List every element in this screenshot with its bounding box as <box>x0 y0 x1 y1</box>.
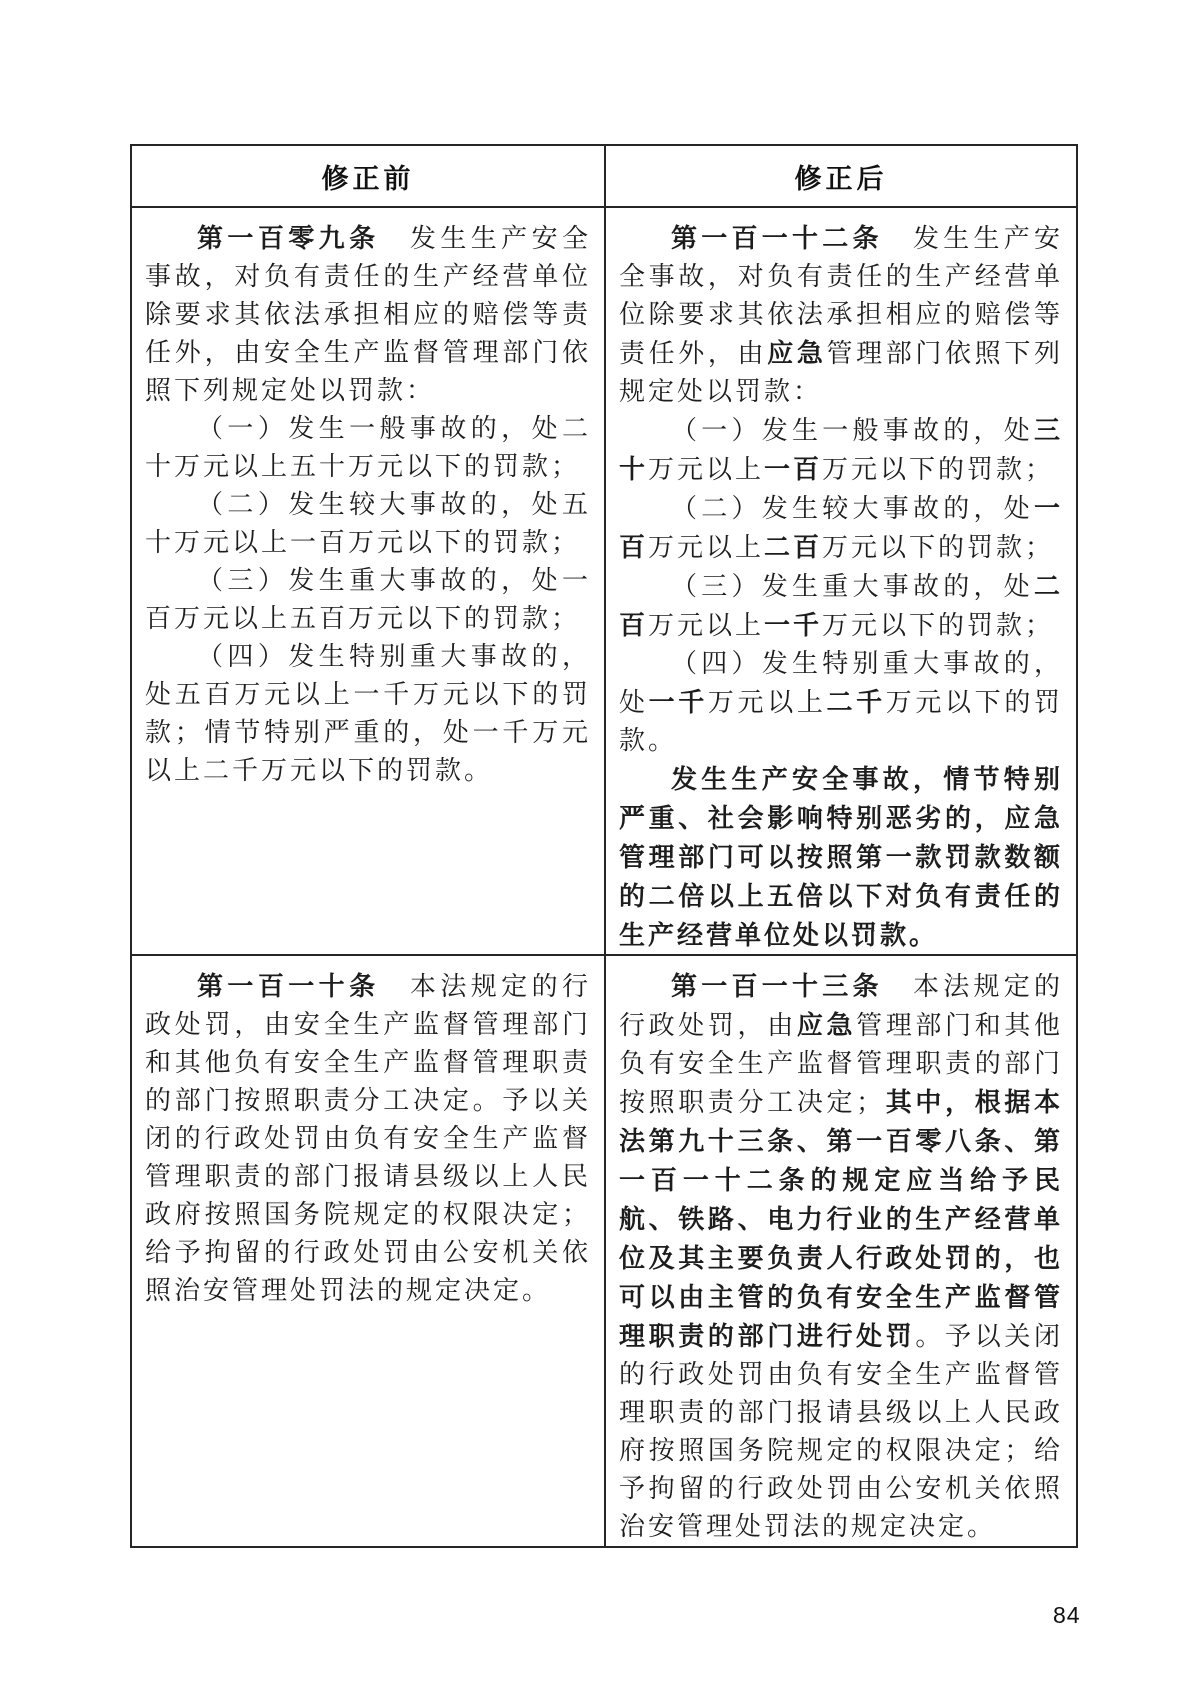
text-segment: 万元以上 <box>648 533 765 562</box>
text-segment: （一）发生一般事故的，处 <box>671 416 1034 445</box>
paragraph <box>619 489 1063 567</box>
text-segment: 发生生产安全事故，对负有责任的生产经营单位除要求其依法承担相应的赔偿等责任外，由安全生产监督管理部门依照下列规定处以罚款： <box>145 224 591 405</box>
paragraph <box>619 567 1063 645</box>
text-segment: （三）发生重大事故的，处 <box>671 572 1034 601</box>
table-row <box>132 208 1076 954</box>
paragraph <box>619 219 1063 411</box>
text-segment: （四）发生特别重大事故的，处五百万元以上一千万元以下的罚款；情节特别严重的，处一千万元以上二千万元以下的罚款。 <box>145 642 591 785</box>
bold-text-segment: 第一百一十条 <box>197 971 380 1001</box>
text-segment: 万元以下的罚款； <box>822 611 1055 640</box>
bold-text-segment: 二百 <box>764 532 823 562</box>
paragraph <box>619 967 1063 1546</box>
paragraph <box>145 638 591 790</box>
text-segment: 万元以上 <box>648 611 765 640</box>
text-segment: 万元以下的罚款。 <box>619 688 1063 755</box>
bold-text-segment: 一百 <box>764 454 823 484</box>
text-segment: 万元以下的罚款； <box>822 455 1055 484</box>
text-segment: 发生生产安全事故，对负有责任的生产经营单位除要求其依法承担相应的赔偿等责任外，由 <box>619 224 1063 368</box>
paragraph <box>619 411 1063 489</box>
text-segment: 本法规定的行政处罚，由安全生产监督管理部门和其他负有安全生产监督管理职责的部门按照职责分工决定。予以关闭的行政处罚由负有安全生产监督管理职责的部门报请县级以上人民政府按照国务院规定的权限决定；给予拘留的行政处罚由公安机关依照治安管理处罚法的规定决定。 <box>145 972 591 1305</box>
bold-text-segment: 第一百一十三条 <box>671 971 883 1001</box>
bold-text-segment: 第一百一十二条 <box>671 223 883 253</box>
table-header-after: 修正后 <box>604 146 1076 206</box>
bold-text-segment: 应急 <box>767 338 827 368</box>
paragraph <box>145 219 591 410</box>
page-number: 84 <box>1053 1602 1081 1628</box>
bold-text-segment: 二百 <box>619 571 1063 640</box>
cell-after-row-1 <box>604 208 1076 954</box>
table-header-before: 修正前 <box>321 163 415 194</box>
bold-text-segment: 其中，根据本法第九十三条、第一百零八条、第一百一十二条的规定应当给予民航、铁路、电力行业的生产经营单位及其主要负责人行政处罚的，也可以由主管的负有安全生产监督管理职责的部门进行处罚 <box>619 1087 1063 1351</box>
bold-text-segment: 第一百零九条 <box>197 223 380 253</box>
comparison-table <box>130 144 1078 1548</box>
paragraph <box>145 562 591 638</box>
bold-text-segment: 发生生产安全事故，情节特别严重、社会影响特别恶劣的，应急管理部门可以按照第一款罚款数额的二倍以上五倍以下对负有责任的生产经营单位处以罚款。 <box>619 764 1063 950</box>
text-segment: 。予以关闭的行政处罚由负有安全生产监督管理职责的部门报请县级以上人民政府按照国务院规定的权限决定；给予拘留的行政处罚由公安机关依照治安管理处罚法的规定决定。 <box>619 1322 1063 1541</box>
paragraph <box>145 410 591 486</box>
text-segment: 管理部门和其他负有安全生产监督管理职责的部门按照职责分工决定； <box>619 1011 1063 1117</box>
paragraph <box>145 967 591 1310</box>
table-header-row <box>132 146 1076 208</box>
bold-text-segment: 三十 <box>619 415 1063 484</box>
comparison-table-body <box>132 208 1076 1546</box>
table-row <box>132 954 1076 1546</box>
paragraph <box>145 486 591 562</box>
text-segment: （三）发生重大事故的，处一百万元以上五百万元以下的罚款； <box>145 566 591 633</box>
text-segment: 本法规定的行政处罚，由 <box>619 972 1063 1040</box>
cell-before-row-1 <box>132 208 604 954</box>
text-segment: 万元以下的罚款； <box>822 533 1055 562</box>
text-segment: （二）发生较大事故的，处 <box>671 494 1034 523</box>
bold-text-segment: 一百 <box>619 493 1063 562</box>
bold-text-segment: 应急 <box>796 1010 857 1040</box>
text-segment: （二）发生较大事故的，处五十万元以上一百万元以下的罚款； <box>145 490 591 557</box>
text-segment: （四）发生特别重大事故的，处 <box>619 649 1063 717</box>
paragraph <box>619 760 1063 954</box>
bold-text-segment: 一千 <box>764 610 823 640</box>
cell-before-row-2 <box>132 956 604 1546</box>
text-segment: （一）发生一般事故的，处二十万元以上五十万元以下的罚款； <box>145 414 591 481</box>
text-segment: 管理部门依照下列规定处以罚款： <box>619 339 1063 406</box>
paragraph <box>619 645 1063 760</box>
bold-text-segment: 一千 <box>648 687 708 717</box>
bold-text-segment: 二千 <box>826 687 886 717</box>
text-segment: 万元以上 <box>648 455 765 484</box>
cell-after-row-2 <box>604 956 1076 1546</box>
text-segment: 万元以上 <box>707 688 827 717</box>
